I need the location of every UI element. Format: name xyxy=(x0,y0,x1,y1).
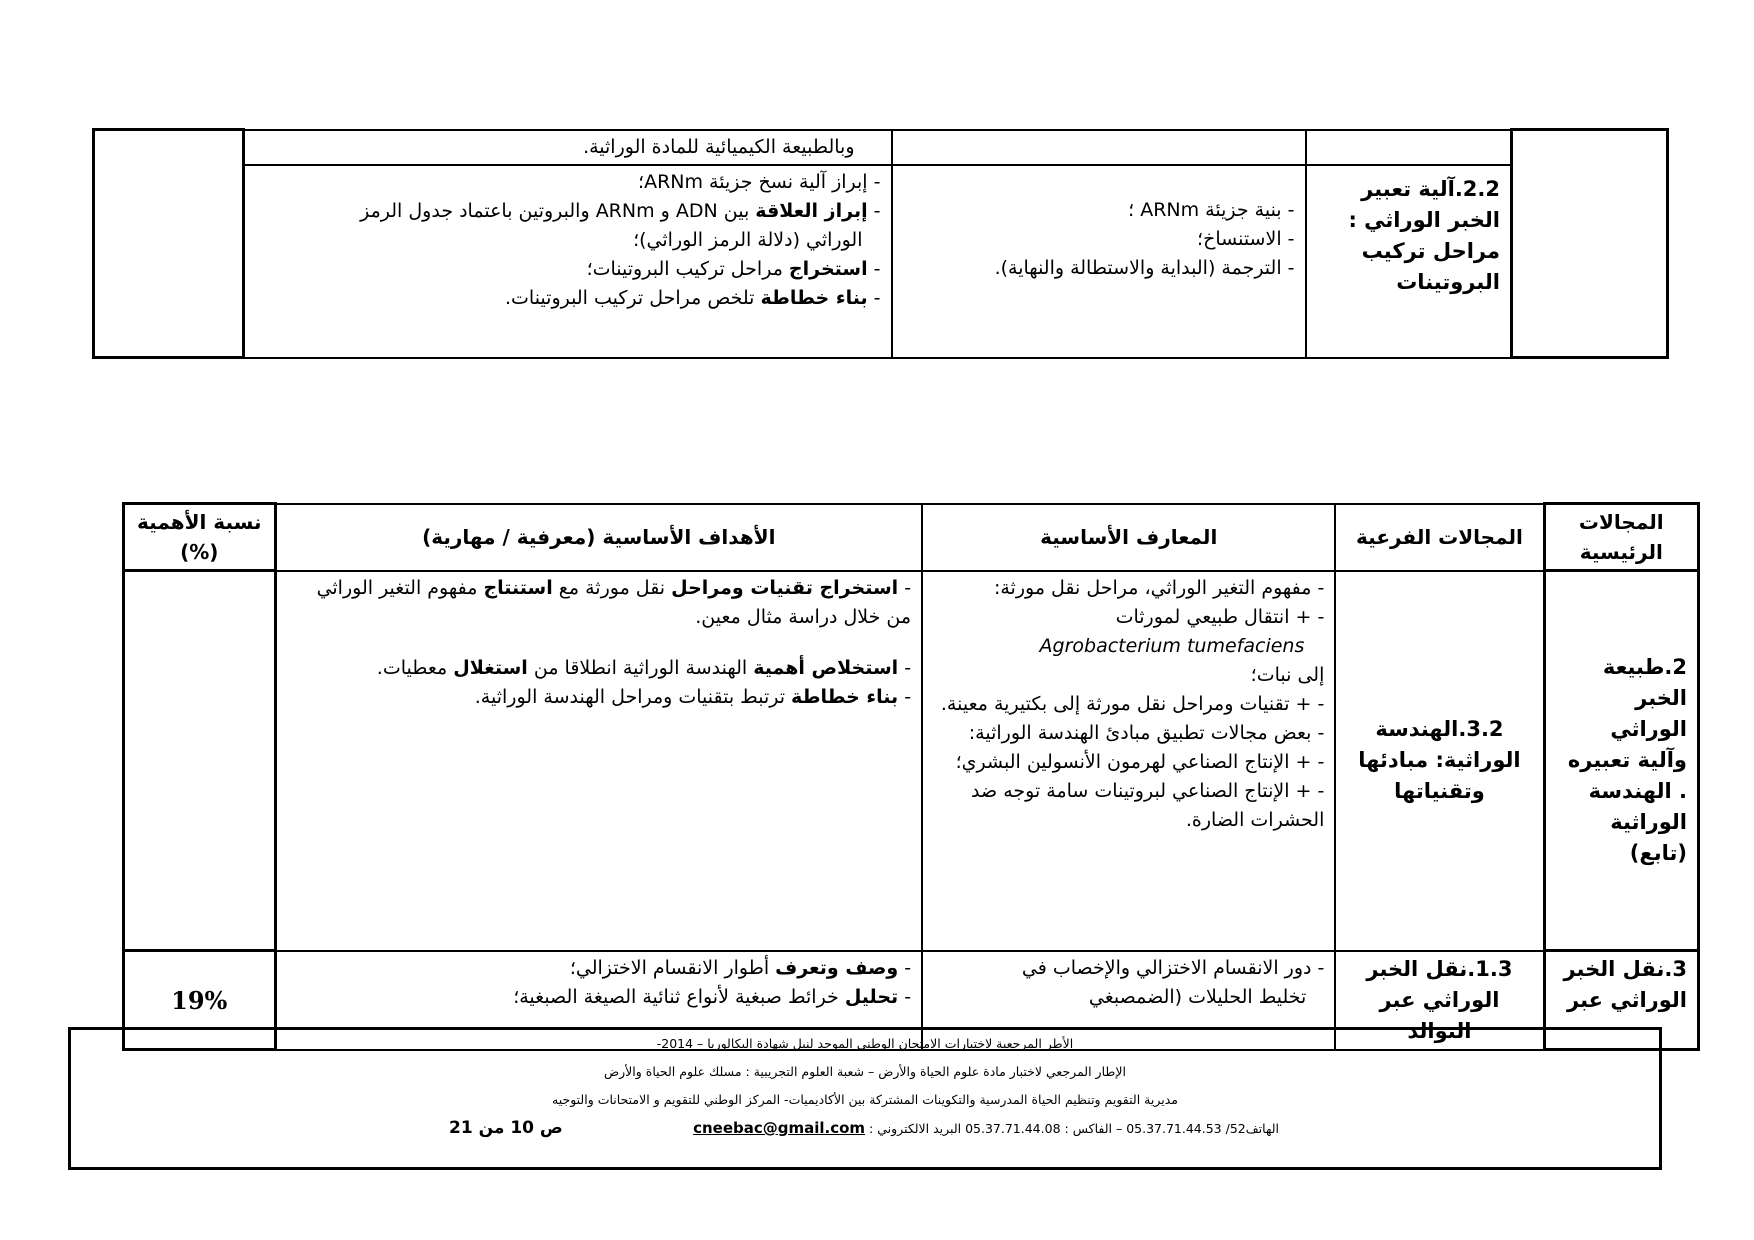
knowledge-cell xyxy=(922,571,1335,951)
objective-line: - بناء خطاطة ترتبط بتقنيات ومراحل الهندسة الوراثية. xyxy=(474,685,912,708)
weight-cell xyxy=(94,130,244,358)
knowledge-item: إلى نبات؛ xyxy=(1250,663,1325,686)
header-sub-domains: المجالات الفرعية xyxy=(1335,504,1544,571)
header-objectives: الأهداف الأساسية (معرفية / مهارية) xyxy=(275,504,922,571)
knowledge-item: - + الإنتاج الصناعي لهرمون الأنسولين البشري؛ xyxy=(955,750,1325,773)
footer-line: مديرية التقويم وتنظيم الحياة المدرسية والتكوينات المشتركة بين الأكاديميات- المركز الوطني للتقويم و الامتحانات والتوجيه xyxy=(552,1092,1178,1107)
objective-line: - بناء خطاطة تلخص مراحل تركيب البروتينات. xyxy=(504,286,881,309)
sub-domain-cell: 3.2.الهندسة الوراثية: مبادئها وتقنياتها xyxy=(1335,571,1544,951)
objectives-table-continuation xyxy=(92,128,1669,359)
email-link[interactable]: cneebac@gmail.com xyxy=(693,1119,866,1137)
footer-line: الأطر المرجعية لاختبارات الامتحان الوطني الموحد لنيل شهادة البكالوريا – 2014- xyxy=(656,1036,1074,1051)
footer-contacts xyxy=(693,1114,1279,1143)
knowledge-item: - + تقنيات ومراحل نقل مورثة إلى بكتيرية معينة. xyxy=(940,692,1325,715)
header-knowledge: المعارف الأساسية xyxy=(922,504,1335,571)
page-footer xyxy=(68,1027,1662,1170)
footer-line: الإطار المرجعي لاختبار مادة علوم الحياة والأرض – شعبة العلوم التجريبية : مسلك علوم الحياة والأرض xyxy=(604,1064,1126,1079)
objective-line: - استخراج مراحل تركيب البروتينات؛ xyxy=(586,257,881,280)
objective-line: - استخراج تقنيات ومراحل نقل مورثة مع استنتاج مفهوم التغير الوراثي من خلال دراسة مثال معين. xyxy=(316,576,912,628)
knowledge-item: - مفهوم التغير الوراثي، مراحل نقل مورثة: xyxy=(993,576,1325,599)
weight-cell: 19% xyxy=(124,951,276,1050)
knowledge-item: - الترجمة (البداية والاستطالة والنهاية). xyxy=(994,256,1295,279)
knowledge-item: - + انتقال طبيعي لمورثات xyxy=(1115,605,1325,628)
domain-title: البروتينات xyxy=(1396,269,1500,294)
organism-name: Agrobacterium tumefaciens xyxy=(1039,634,1305,657)
objectives-cell xyxy=(244,130,892,165)
sub-domain-cell xyxy=(1306,165,1512,358)
objective-line: - تحليل خرائط صبغية لأنواع ثنائية الصيغة الصبغية؛ xyxy=(513,985,912,1008)
objective-line: وبالطبيعة الكيميائية للمادة الوراثية. xyxy=(583,135,855,158)
header-weight: نسبة الأهمية (%) xyxy=(124,504,276,571)
header-main-domains: المجالات الرئيسية xyxy=(1544,504,1698,571)
knowledge-item: - بنية جزيئة ARNm ؛ xyxy=(1128,198,1295,221)
knowledge-item: - دور الانقسام الاختزالي والإخصاب في xyxy=(1021,956,1325,979)
domain-title: الخبر الوراثي : xyxy=(1348,207,1500,232)
objectives-table xyxy=(122,502,1700,1051)
page-number: ص 10 من 21 xyxy=(449,1118,563,1138)
footer-contact-row xyxy=(71,1114,1659,1142)
main-domain-cell: 3.نقل الخبر الوراثي عبر xyxy=(1544,951,1698,1050)
knowledge-item: تخليط الحليلات (الضمصبغي xyxy=(1088,985,1307,1008)
knowledge-cell xyxy=(892,130,1306,165)
knowledge-item: - + الإنتاج الصناعي لبروتينات سامة توجه ضد الحشرات الضارة. xyxy=(971,779,1325,831)
objectives-cell xyxy=(275,571,922,951)
objectives-cell xyxy=(244,165,892,358)
objective-line: - إبراز آلية نسخ جزيئة ARNm؛ xyxy=(638,170,881,193)
objective-line: الوراثي (دلالة الرمز الوراثي)؛ xyxy=(633,228,863,251)
domain-title: مراحل تركيب xyxy=(1361,238,1500,263)
objective-line: - إبراز العلاقة بين ADN و ARNm والبروتين باعتماد جدول الرمز xyxy=(360,199,881,222)
knowledge-item: - الاستنساخ؛ xyxy=(1197,227,1295,250)
domain-number: 2.2. xyxy=(1454,176,1500,201)
main-domain-cell: 2.طبيعة الخبر الوراثي وآلية تعبيره . الهندسة الوراثية (تابع) xyxy=(1544,571,1698,951)
knowledge-cell xyxy=(892,165,1306,358)
knowledge-item: - بعض مجالات تطبيق مبادئ الهندسة الوراثية: xyxy=(968,721,1325,744)
sub-domain-cell: 1.3.نقل الخبر الوراثي عبر التوالد xyxy=(1335,951,1544,1050)
contact-numbers: الهاتف52/ 05.37.71.44.53 – الفاكس : 05.37.71.44.08 البريد الالكتروني : xyxy=(869,1121,1279,1136)
domain-title: آلية تعبير xyxy=(1361,176,1455,201)
main-domain-cell xyxy=(1512,130,1668,358)
weight-cell xyxy=(124,571,276,951)
objective-line: - وصف وتعرف أطوار الانقسام الاختزالي؛ xyxy=(569,956,912,979)
sub-domain-cell xyxy=(1306,130,1512,165)
objective-line: - استخلاص أهمية الهندسة الوراثية انطلاقا من استغلال معطيات. xyxy=(376,656,912,679)
